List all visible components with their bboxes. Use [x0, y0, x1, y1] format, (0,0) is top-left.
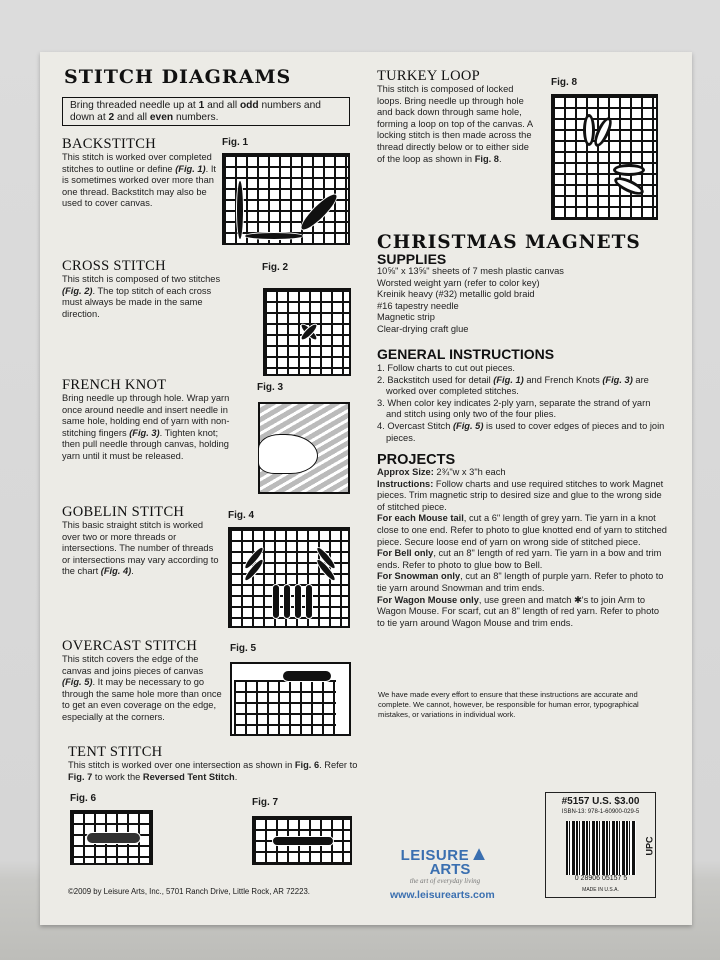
- fig3-diagram: [258, 402, 350, 494]
- text-segment: Fig. 7: [68, 771, 93, 782]
- logo-text: ARTS: [429, 861, 471, 878]
- logo-text: LEISURE: [400, 847, 470, 864]
- fig2-label: Fig. 2: [262, 262, 289, 273]
- text-segment: This stitch covers the edge of the canvas and joins pieces of canvas: [62, 654, 204, 676]
- text-segment: 1. Follow charts to cut out pieces.: [377, 363, 515, 373]
- text-segment: 2¾"w x 3"h each: [433, 467, 506, 477]
- text-segment: 3. When color key indicates 2-ply yarn, separate the strand of yarn and stitch using only two of the four plies.: [377, 397, 651, 420]
- text-segment: 2. Backstitch used for detail: [377, 374, 494, 385]
- text-segment: , cut an 8" length of purple yarn. Refer to photo to tie yarn around Snowman and trim ends.: [377, 571, 664, 593]
- price-upc-box: [545, 792, 656, 898]
- french-knot-heading: FRENCH KNOT: [62, 377, 167, 393]
- overcast-heading: OVERCAST STITCH: [62, 638, 198, 654]
- hand-illustration: [258, 434, 318, 474]
- canvas-grid: [234, 680, 336, 734]
- text-segment: For Snowman only: [377, 571, 461, 582]
- stitch-mark: [305, 584, 313, 619]
- supply-item: 10⅝" x 13⅝" sheets of 7 mesh plastic canvas: [377, 266, 564, 276]
- turkey-loop-text: [377, 84, 537, 165]
- fig7-label: Fig. 7: [252, 797, 279, 808]
- website-link[interactable]: www.leisurearts.com: [390, 889, 495, 901]
- text-segment: Fig. 6: [294, 760, 320, 770]
- text-segment: This stitch is composed of locked loops. Bring needle up through hole and back down through same hole, forming a loop on top of the canvas. A locking stitch is then made across the thread directly below or to either side of the loop as shown in: [377, 84, 533, 164]
- backstitch-heading: BACKSTITCH: [62, 136, 157, 152]
- project-paragraph: [377, 595, 667, 630]
- text-segment: and French Knots: [523, 374, 603, 385]
- text-segment: even: [149, 112, 174, 123]
- text-segment: Follow charts and use required stitches to work Magnet pieces. Trim magnetic strip to desired size and glue to the wrong side of stitched piece.: [377, 478, 664, 512]
- loop-mark: [612, 174, 646, 198]
- text-segment: . Refer to: [319, 760, 358, 770]
- text-segment: This basic straight stitch is worked over two or more threads or intersections. The number of threads or intersections may vary according to the chart: [62, 520, 219, 577]
- tent-text: [68, 760, 358, 783]
- fig7-diagram: [252, 816, 352, 865]
- leisure-arts-logo: [390, 843, 500, 885]
- fig5-diagram: [230, 662, 351, 736]
- supply-item: Worsted weight yarn (refer to color key): [377, 277, 540, 288]
- project-paragraph: [377, 548, 667, 571]
- text-segment: Bring needle up through hole. Wrap yarn once around needle and insert needle in same hole, holding end of yarn with non-stitching fingers: [62, 393, 230, 438]
- french-knot-text: [62, 393, 232, 463]
- instruction-item: [377, 398, 667, 421]
- instruction-item: [377, 375, 667, 398]
- general-instructions-list: [377, 363, 667, 444]
- cross-stitch-text: [62, 274, 227, 320]
- fig4-label: Fig. 4: [228, 510, 255, 521]
- text-segment: .: [498, 153, 502, 164]
- text-segment: odd: [239, 100, 259, 111]
- gobelin-heading: GOBELIN STITCH: [62, 504, 185, 520]
- instruction-item: [377, 363, 667, 375]
- stitch-mark: [244, 232, 304, 240]
- fig2-diagram: [263, 288, 351, 376]
- isbn: ISBN-13: 978-1-60900-029-5: [561, 809, 640, 815]
- text-segment: For each Mouse tail: [377, 513, 464, 524]
- general-instructions-heading: GENERAL INSTRUCTIONS: [377, 346, 555, 362]
- text-segment: and all: [204, 100, 240, 111]
- project-paragraph: [377, 513, 667, 548]
- upc-number: 0 28906 05157 5: [574, 875, 628, 882]
- text-segment: . It is sometimes worked over more than one thread. Backstitch may also be used to cover canvas.: [62, 163, 217, 209]
- turkey-loop-heading: TURKEY LOOP: [377, 68, 481, 84]
- text-segment: (Fig. 5): [452, 420, 484, 431]
- text-segment: is used to cover edges of pieces and to join pieces.: [386, 420, 665, 443]
- supplies-list: [377, 266, 667, 336]
- text-segment: . Tighten knot; then pull needle through canvas, holding yarn until it must be released.: [62, 427, 229, 461]
- text-segment: (Fig. 1): [493, 374, 524, 385]
- disclaimer: We have made every effort to ensure that these instructions are accurate and complete. We cannot, however, be responsible for human error, typographical mistakes, or variations in individual work.: [378, 690, 639, 719]
- text-segment: Fig. 8: [474, 153, 499, 164]
- text-segment: (Fig. 1): [175, 163, 206, 174]
- instruction-note-box: [62, 97, 350, 126]
- text-segment: 4. Overcast Stitch: [377, 420, 453, 431]
- text-segment: , cut an 8" length of red yarn. Tie yarn in a bow and trim ends. Refer to photo to glue bow to Bell.: [377, 548, 662, 570]
- fig1-diagram: [222, 153, 350, 245]
- gobelin-text: [62, 520, 222, 578]
- text-segment: This stitch is worked over one intersection as shown in: [68, 760, 295, 770]
- text-segment: (Fig. 4): [100, 566, 132, 577]
- text-segment: For Bell only: [377, 548, 434, 559]
- text-segment: (Fig. 3): [602, 374, 633, 385]
- text-segment: (Fig. 2): [62, 285, 93, 296]
- stitch-mark: [236, 180, 244, 240]
- fig8-label: Fig. 8: [551, 77, 578, 88]
- text-segment: This stitch is worked over completed stitches to outline or define: [62, 152, 212, 174]
- fig3-label: Fig. 3: [257, 382, 284, 393]
- project-paragraph: [377, 571, 667, 594]
- text-segment: 2: [108, 112, 115, 123]
- text-segment: .: [131, 566, 134, 577]
- item-price: #5157 U.S. $3.00: [561, 796, 640, 807]
- stitch-mark: [282, 670, 332, 682]
- fig8-diagram: [551, 94, 658, 220]
- barcode: [566, 821, 636, 875]
- text-segment: .: [234, 771, 238, 782]
- text-segment: (Fig. 5): [62, 677, 93, 688]
- stitch-diagrams-title: STITCH DIAGRAMS: [64, 66, 292, 88]
- loop-mark: [613, 164, 645, 176]
- text-segment: numbers and down at: [70, 100, 321, 123]
- projects-text: [377, 467, 667, 629]
- fig1-label: Fig. 1: [222, 137, 249, 148]
- fig4-diagram: [228, 527, 350, 628]
- stitch-mark: [86, 832, 141, 844]
- backstitch-text: [62, 152, 222, 210]
- project-paragraph: [377, 467, 667, 479]
- logo-tagline: the art of everyday living: [409, 877, 481, 885]
- project-title: CHRISTMAS MAGNETS: [377, 232, 641, 253]
- project-paragraph: [377, 479, 667, 514]
- text-segment: . It may be necessary to go through the same hole more than once to get an even coverage on the edge, especially at the corners.: [62, 677, 222, 722]
- text-segment: Reversed Tent Stitch: [142, 771, 235, 782]
- projects-heading: PROJECTS: [377, 452, 456, 468]
- made-in: MADE IN U.S.A.: [582, 887, 619, 893]
- upc-label: UPC: [644, 836, 655, 856]
- supply-item: Clear-drying craft glue: [377, 323, 469, 334]
- text-segment: , use green and match ✱'s to join Arm to Wagon Mouse. For scarf, cut an 8" length of red yarn. Refer to photo to tie yarn around Wagon Mouse and trim ends.: [377, 594, 660, 628]
- text-segment: For Wagon Mouse only: [377, 594, 479, 605]
- tent-heading: TENT STITCH: [68, 744, 163, 760]
- copyright: ©2009 by Leisure Arts, Inc., 5701 Ranch Drive, Little Rock, AR 72223.: [68, 887, 310, 896]
- stitch-mark: [272, 584, 280, 619]
- overcast-text: [62, 654, 222, 724]
- text-segment: to work the: [92, 771, 143, 782]
- supply-item: Kreinik heavy (#32) metallic gold braid: [377, 289, 535, 300]
- supplies-heading: SUPPLIES: [377, 251, 447, 267]
- fig5-label: Fig. 5: [230, 643, 257, 654]
- text-segment: This stitch is composed of two stitches: [62, 274, 221, 284]
- logo-a-mark: ▲: [469, 843, 490, 865]
- fig6-label: Fig. 6: [70, 793, 97, 804]
- text-segment: . The top stitch of each cross must always be made in the same direction.: [62, 285, 212, 319]
- text-segment: are worked over completed stitches.: [386, 374, 649, 397]
- supply-item: #16 tapestry needle: [377, 300, 459, 311]
- fig6-diagram: [70, 810, 153, 865]
- text-segment: 1: [198, 100, 205, 111]
- text-segment: and all: [114, 112, 150, 123]
- stitch-mark: [283, 584, 291, 619]
- stitch-mark: [272, 836, 334, 846]
- text-segment: Bring threaded needle up at: [70, 100, 199, 111]
- text-segment: Instructions:: [377, 478, 434, 489]
- supply-item: Magnetic strip: [377, 312, 435, 323]
- stitch-mark: [294, 584, 302, 619]
- stitch-mark: [296, 189, 341, 234]
- instruction-item: [377, 421, 667, 444]
- text-segment: Approx Size:: [377, 467, 434, 477]
- cross-stitch-heading: CROSS STITCH: [62, 258, 166, 274]
- text-segment: numbers.: [173, 112, 219, 123]
- text-segment: (Fig. 3): [129, 427, 160, 438]
- text-segment: , cut a 6" length of grey yarn. Tie yarn in a knot close to one end. Refer to photo to glue knotted end of yarn to stitched piece. Secure loose end of yarn on wrong side of stitched piece.: [377, 513, 667, 547]
